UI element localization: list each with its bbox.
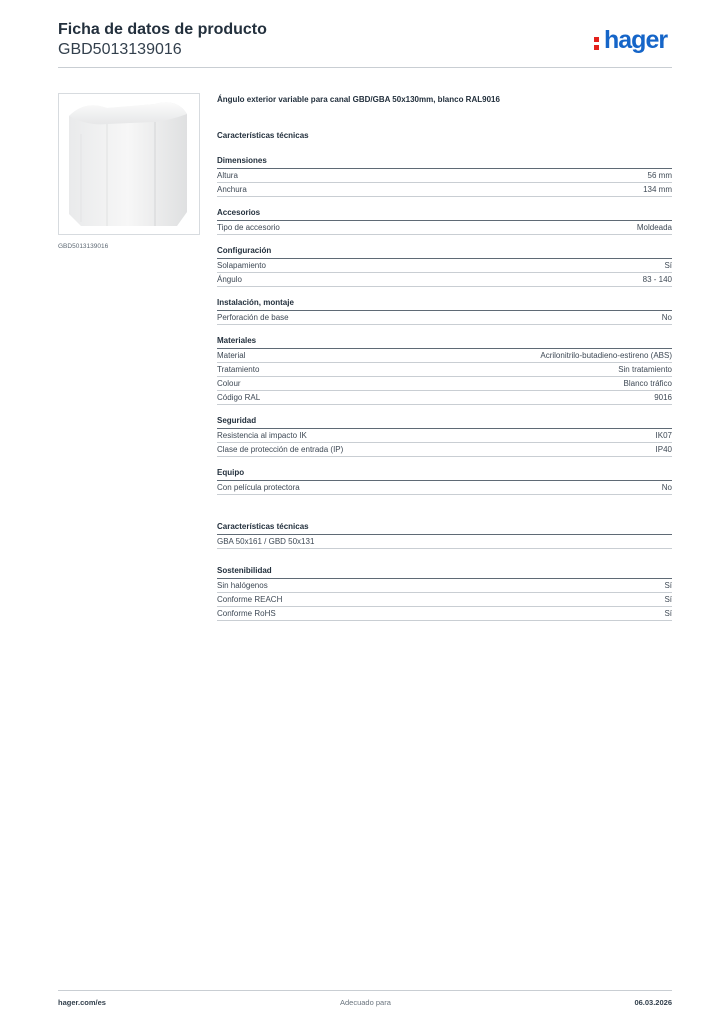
section-title: Instalación, montaje <box>217 298 294 307</box>
section-title: Equipo <box>217 468 245 477</box>
spec-value: Moldeada <box>636 223 672 232</box>
compat-section <box>217 521 672 549</box>
spec-value: No <box>661 313 672 322</box>
header-divider <box>58 67 672 68</box>
spec-value: Sí <box>664 261 672 270</box>
spec-value: Sí <box>664 595 672 604</box>
spec-row <box>217 534 672 549</box>
spec-label: Colour <box>217 379 241 388</box>
spec-section <box>217 207 672 235</box>
spec-label: Ángulo <box>217 275 242 284</box>
product-image <box>58 93 200 235</box>
hager-logo <box>594 28 674 58</box>
spec-value: Acrilonitrilo-butadieno-estireno (ABS) <box>540 351 672 360</box>
spec-label: Clase de protección de entrada (IP) <box>217 445 344 454</box>
section-title: Materiales <box>217 336 257 345</box>
overview-heading: Características técnicas <box>217 131 309 140</box>
spec-section <box>217 155 672 197</box>
product-photo-illustration <box>59 94 199 234</box>
spec-row <box>217 258 672 272</box>
brand-name: hager <box>604 26 668 54</box>
spec-section <box>217 297 672 325</box>
spec-row <box>217 428 672 442</box>
spec-value: 134 mm <box>643 185 672 194</box>
spec-value: 83 - 140 <box>642 275 672 284</box>
section-spacer <box>217 505 672 521</box>
document-header <box>58 20 267 60</box>
spec-sections <box>217 155 672 495</box>
spec-section <box>217 245 672 287</box>
footer-date: 06.03.2026 <box>634 998 672 1007</box>
spec-row <box>217 606 672 621</box>
section-title: Dimensiones <box>217 156 267 165</box>
footer-website-link[interactable]: hager.com/es <box>58 998 106 1007</box>
spec-label: Tipo de accesorio <box>217 223 280 232</box>
spec-row <box>217 390 672 405</box>
spec-label: Perforación de base <box>217 313 289 322</box>
spec-value: Sí <box>664 609 672 618</box>
spec-row <box>217 592 672 606</box>
spec-label: Conforme RoHS <box>217 609 276 618</box>
spec-row <box>217 348 672 362</box>
spec-value: Sin tratamiento <box>618 365 672 374</box>
spec-label: GBA 50x161 / GBD 50x131 <box>217 537 315 546</box>
spec-label: Conforme REACH <box>217 595 283 604</box>
spec-label: Material <box>217 351 246 360</box>
spec-value: 9016 <box>654 393 672 402</box>
product-reference: GBD5013139016 <box>58 41 182 58</box>
spec-row <box>217 480 672 495</box>
spec-value: 56 mm <box>647 171 672 180</box>
footer-note: Adecuado para <box>340 998 391 1007</box>
spec-value: Blanco tráfico <box>623 379 672 388</box>
section-title: Accesorios <box>217 208 261 217</box>
spec-label: Altura <box>217 171 238 180</box>
spec-label: Solapamiento <box>217 261 266 270</box>
spec-row <box>217 220 672 235</box>
product-description: Ángulo exterior variable para canal GBD/GBA 50x130mm, blanco RAL9016 <box>217 95 500 104</box>
spec-label: Resistencia al impacto IK <box>217 431 307 440</box>
spec-value: IK07 <box>655 431 672 440</box>
section-title: Características técnicas <box>217 522 309 531</box>
spec-label: Con película protectora <box>217 483 300 492</box>
spec-row <box>217 182 672 197</box>
spec-value: No <box>661 483 672 492</box>
spec-row <box>217 272 672 287</box>
section-title: Sostenibilidad <box>217 566 272 575</box>
spec-label: Anchura <box>217 185 247 194</box>
spec-section <box>217 415 672 457</box>
spec-section <box>217 467 672 495</box>
spec-label: Sin halógenos <box>217 581 268 590</box>
footer-divider <box>58 990 672 991</box>
spec-label: Código RAL <box>217 393 261 402</box>
sustainability-section <box>217 565 672 621</box>
logo-dot-bottom <box>594 45 599 50</box>
spec-section <box>217 335 672 405</box>
spec-row <box>217 578 672 592</box>
page-title: Ficha de datos de producto <box>58 21 267 38</box>
spec-row <box>217 168 672 182</box>
spec-value: IP40 <box>655 445 672 454</box>
spec-content <box>217 94 672 631</box>
section-title: Seguridad <box>217 416 257 425</box>
section-title: Configuración <box>217 246 272 255</box>
spec-row <box>217 310 672 325</box>
spec-row <box>217 442 672 457</box>
image-caption: GBD5013139016 <box>58 243 109 250</box>
spec-value: Sí <box>664 581 672 590</box>
logo-dot-top <box>594 37 599 42</box>
spec-label: Tratamiento <box>217 365 260 374</box>
spec-row <box>217 376 672 390</box>
spec-row <box>217 362 672 376</box>
